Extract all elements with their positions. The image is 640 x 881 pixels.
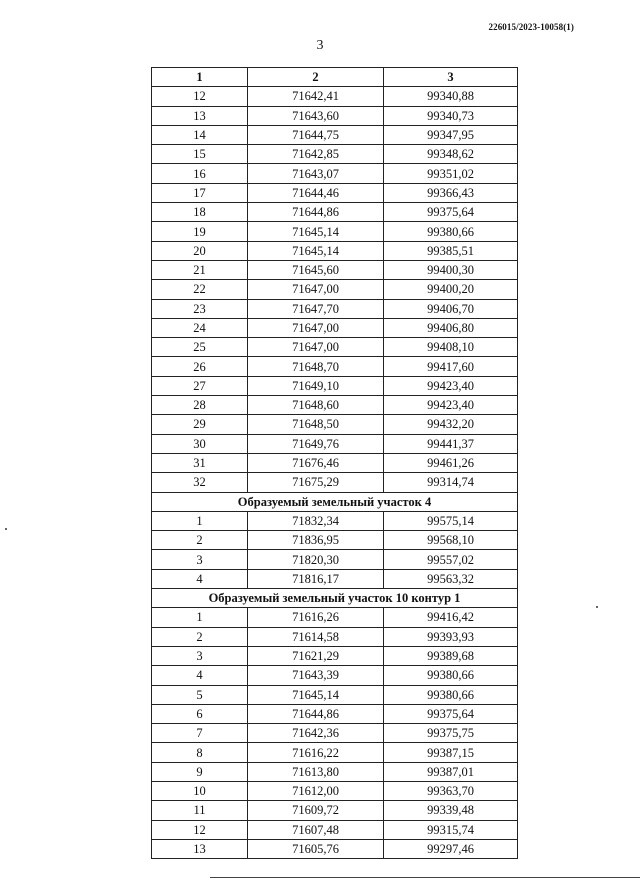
y-coordinate-cell: 99389,68 [384,646,518,665]
table-row [152,781,518,800]
table-row [152,839,518,858]
point-number-cell: 31 [152,453,248,472]
table-row [152,318,518,337]
table-row [152,724,518,743]
point-number-cell: 12 [152,87,248,106]
table-row [152,415,518,434]
point-number-cell: 2 [152,531,248,550]
y-coordinate-cell: 99461,26 [384,453,518,472]
table-row [152,801,518,820]
y-coordinate-cell: 99351,02 [384,164,518,183]
x-coordinate-cell: 71642,41 [248,87,384,106]
page-number: 3 [316,38,324,53]
y-coordinate-cell: 99380,66 [384,666,518,685]
x-coordinate-cell: 71644,46 [248,183,384,202]
x-coordinate-cell: 71645,14 [248,685,384,704]
table-row [152,743,518,762]
point-number-cell: 18 [152,203,248,222]
x-coordinate-cell: 71609,72 [248,801,384,820]
column-header-3: 3 [384,68,518,87]
table-row [152,569,518,588]
scan-speck [5,528,7,530]
y-coordinate-cell: 99314,74 [384,473,518,492]
x-coordinate-cell: 71836,95 [248,531,384,550]
table-row [152,704,518,723]
coordinates-table [151,67,518,859]
point-number-cell: 12 [152,820,248,839]
x-coordinate-cell: 71643,39 [248,666,384,685]
y-coordinate-cell: 99375,75 [384,724,518,743]
footer-rule [210,877,640,878]
y-coordinate-cell: 99423,40 [384,376,518,395]
scan-speck [596,606,598,608]
table-row [152,666,518,685]
point-number-cell: 27 [152,376,248,395]
point-number-cell: 26 [152,357,248,376]
x-coordinate-cell: 71644,86 [248,203,384,222]
column-header-1: 1 [152,68,248,87]
table-row [152,145,518,164]
table-row [152,299,518,318]
point-number-cell: 2 [152,627,248,646]
point-number-cell: 3 [152,646,248,665]
point-number-cell: 32 [152,473,248,492]
y-coordinate-cell: 99340,73 [384,106,518,125]
x-coordinate-cell: 71614,58 [248,627,384,646]
y-coordinate-cell: 99363,70 [384,781,518,800]
y-coordinate-cell: 99432,20 [384,415,518,434]
table-row [152,357,518,376]
x-coordinate-cell: 71649,10 [248,376,384,395]
point-number-cell: 4 [152,666,248,685]
y-coordinate-cell: 99347,95 [384,125,518,144]
y-coordinate-cell: 99366,43 [384,183,518,202]
y-coordinate-cell: 99375,64 [384,704,518,723]
table-row [152,550,518,569]
table-row [152,762,518,781]
x-coordinate-cell: 71649,76 [248,434,384,453]
y-coordinate-cell: 99297,46 [384,839,518,858]
y-coordinate-cell: 99340,88 [384,87,518,106]
table-row [152,627,518,646]
y-coordinate-cell: 99568,10 [384,531,518,550]
table-row [152,260,518,279]
table-row [152,106,518,125]
y-coordinate-cell: 99385,51 [384,241,518,260]
point-number-cell: 9 [152,762,248,781]
point-number-cell: 1 [152,511,248,530]
table-row [152,820,518,839]
point-number-cell: 30 [152,434,248,453]
table-row [152,646,518,665]
point-number-cell: 8 [152,743,248,762]
y-coordinate-cell: 99423,40 [384,396,518,415]
point-number-cell: 7 [152,724,248,743]
y-coordinate-cell: 99406,70 [384,299,518,318]
column-header-2: 2 [248,68,384,87]
table-row [152,280,518,299]
table-row [152,338,518,357]
y-coordinate-cell: 99417,60 [384,357,518,376]
point-number-cell: 13 [152,839,248,858]
x-coordinate-cell: 71648,50 [248,415,384,434]
point-number-cell: 28 [152,396,248,415]
x-coordinate-cell: 71644,75 [248,125,384,144]
y-coordinate-cell: 99408,10 [384,338,518,357]
point-number-cell: 21 [152,260,248,279]
x-coordinate-cell: 71605,76 [248,839,384,858]
point-number-cell: 23 [152,299,248,318]
point-number-cell: 19 [152,222,248,241]
y-coordinate-cell: 99375,64 [384,203,518,222]
x-coordinate-cell: 71612,00 [248,781,384,800]
document-id: 226015/2023-10058(1) [488,22,574,32]
point-number-cell: 17 [152,183,248,202]
x-coordinate-cell: 71621,29 [248,646,384,665]
x-coordinate-cell: 71616,26 [248,608,384,627]
x-coordinate-cell: 71647,70 [248,299,384,318]
y-coordinate-cell: 99380,66 [384,222,518,241]
table-row [152,511,518,530]
point-number-cell: 20 [152,241,248,260]
table-row [152,685,518,704]
x-coordinate-cell: 71647,00 [248,280,384,299]
x-coordinate-cell: 71613,80 [248,762,384,781]
y-coordinate-cell: 99575,14 [384,511,518,530]
point-number-cell: 4 [152,569,248,588]
y-coordinate-cell: 99563,32 [384,569,518,588]
point-number-cell: 14 [152,125,248,144]
table-row [152,608,518,627]
point-number-cell: 1 [152,608,248,627]
y-coordinate-cell: 99380,66 [384,685,518,704]
point-number-cell: 22 [152,280,248,299]
table-row [152,203,518,222]
point-number-cell: 16 [152,164,248,183]
section-row [152,589,518,608]
table-header [152,68,518,87]
y-coordinate-cell: 99348,62 [384,145,518,164]
y-coordinate-cell: 99387,01 [384,762,518,781]
y-coordinate-cell: 99400,30 [384,260,518,279]
table-row [152,87,518,106]
point-number-cell: 10 [152,781,248,800]
y-coordinate-cell: 99416,42 [384,608,518,627]
section-row [152,492,518,511]
header-row [152,68,518,87]
section-title: Образуемый земельный участок 10 контур 1 [152,589,518,608]
point-number-cell: 5 [152,685,248,704]
point-number-cell: 3 [152,550,248,569]
x-coordinate-cell: 71645,14 [248,241,384,260]
table-body [152,87,518,859]
x-coordinate-cell: 71643,60 [248,106,384,125]
x-coordinate-cell: 71648,70 [248,357,384,376]
table-row [152,241,518,260]
x-coordinate-cell: 71645,60 [248,260,384,279]
table-row [152,531,518,550]
y-coordinate-cell: 99315,74 [384,820,518,839]
x-coordinate-cell: 71642,85 [248,145,384,164]
y-coordinate-cell: 99393,93 [384,627,518,646]
point-number-cell: 29 [152,415,248,434]
point-number-cell: 6 [152,704,248,723]
y-coordinate-cell: 99557,02 [384,550,518,569]
x-coordinate-cell: 71676,46 [248,453,384,472]
table-row [152,222,518,241]
section-title: Образуемый земельный участок 4 [152,492,518,511]
x-coordinate-cell: 71675,29 [248,473,384,492]
x-coordinate-cell: 71647,00 [248,338,384,357]
table-row [152,453,518,472]
x-coordinate-cell: 71643,07 [248,164,384,183]
table-row [152,183,518,202]
y-coordinate-cell: 99400,20 [384,280,518,299]
point-number-cell: 25 [152,338,248,357]
x-coordinate-cell: 71644,86 [248,704,384,723]
x-coordinate-cell: 71832,34 [248,511,384,530]
point-number-cell: 11 [152,801,248,820]
x-coordinate-cell: 71816,17 [248,569,384,588]
table-row [152,434,518,453]
table-row [152,376,518,395]
table-row [152,164,518,183]
point-number-cell: 13 [152,106,248,125]
point-number-cell: 15 [152,145,248,164]
x-coordinate-cell: 71647,00 [248,318,384,337]
table-row [152,396,518,415]
table-row [152,125,518,144]
x-coordinate-cell: 71616,22 [248,743,384,762]
y-coordinate-cell: 99441,37 [384,434,518,453]
point-number-cell: 24 [152,318,248,337]
x-coordinate-cell: 71642,36 [248,724,384,743]
y-coordinate-cell: 99406,80 [384,318,518,337]
y-coordinate-cell: 99387,15 [384,743,518,762]
y-coordinate-cell: 99339,48 [384,801,518,820]
x-coordinate-cell: 71820,30 [248,550,384,569]
x-coordinate-cell: 71648,60 [248,396,384,415]
table-row [152,473,518,492]
x-coordinate-cell: 71645,14 [248,222,384,241]
x-coordinate-cell: 71607,48 [248,820,384,839]
